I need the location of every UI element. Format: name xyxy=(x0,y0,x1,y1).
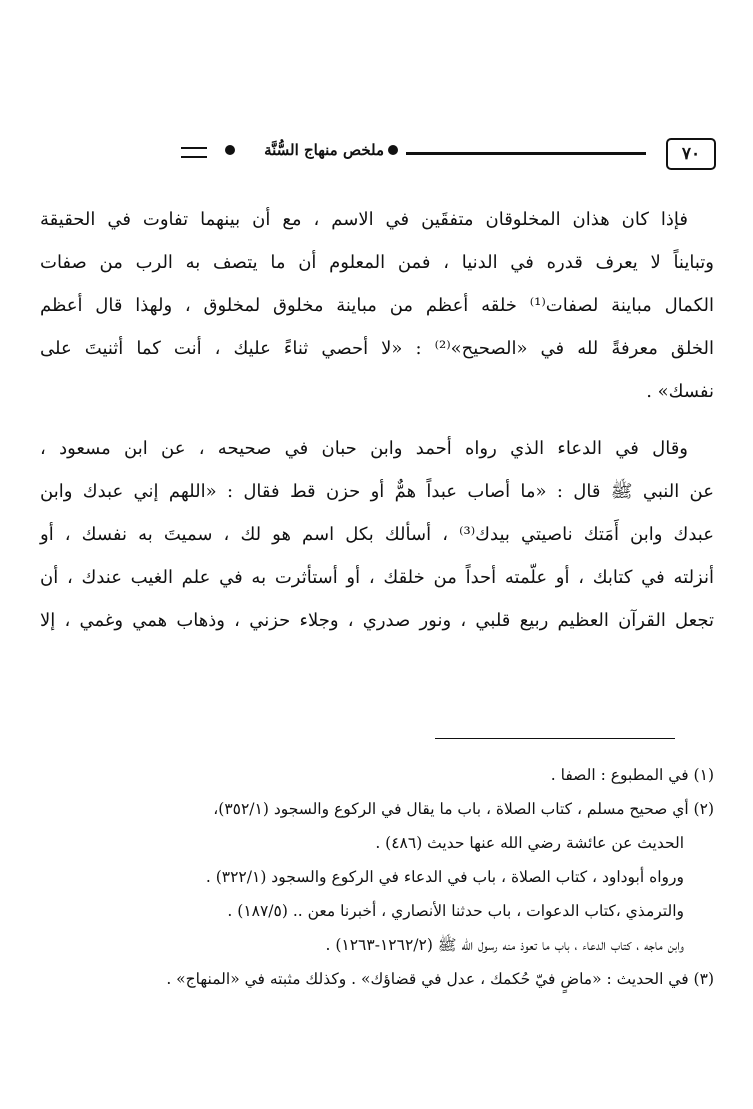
paragraph-2 xyxy=(40,427,714,642)
text-line: الكمال مباينة لصفات⁽¹⁾ خلقه أعظم من مباينة مخلوق لمخلوق ، ولهذا قال أعظم xyxy=(40,295,714,316)
header-double-rule xyxy=(181,147,207,158)
header-rule xyxy=(406,152,646,155)
footnote-2-continuation: والترمذي ،كتاب الدعوات ، باب حدثنا الأنصاري ، أخبرنا معن .. (١٨٧/٥) . xyxy=(227,902,684,920)
page-header xyxy=(36,136,716,172)
text-line: فإذا كان هذان المخلوقان متفقَين في الاسم ، مع أن بينهما تفاوت في الحقيقة xyxy=(40,209,688,230)
text-line: وقال في الدعاء الذي رواه أحمد وابن حبان في صحيحه ، عن ابن مسعود ، xyxy=(40,438,688,459)
main-text xyxy=(40,198,714,642)
footnote-2-continuation: الحديث عن عائشة رضي الله عنها حديث (٤٨٦) . xyxy=(375,834,684,852)
text-line: تجعل القرآن العظيم ربيع قلبي ، ونور صدري ، وجلاء حزني ، وذهاب همي وغمي ، إلا xyxy=(40,610,714,631)
book-title: ملخص منهاج السُّنَّة xyxy=(264,141,384,159)
footnote-2-continuation: وابن ماجه ، كتاب الدعاء ، باب ما تعوذ منه رسول الله ﷺ (١٢٦٢/٢-١٢٦٣) . xyxy=(325,936,684,954)
footnote-1: (١) في المطبوع : الصفا . xyxy=(550,766,714,784)
header-bullet xyxy=(388,145,398,155)
footnote-2: (٢) أي صحيح مسلم ، كتاب الصلاة ، باب ما يقال في الركوع والسجود (٣٥٢/١)، xyxy=(213,800,714,818)
footnotes xyxy=(40,758,714,996)
text-line: الخلق معرفةً لله في «الصحيح»⁽²⁾ : «لا أحصي ثناءً عليك ، أنت كما أثنيتَ على xyxy=(40,338,714,359)
header-bullet xyxy=(225,145,235,155)
text-line: وتبايناً لا يعرف قدره في الدنيا ، فمن المعلوم أن ما يتصف به الرب من صفات xyxy=(40,252,714,273)
footnote-3: (٣) في الحديث : «ماضٍ فيّ حُكمك ، عدل في قضاؤك» . وكذلك مثبته في «المنهاج» . xyxy=(166,970,714,988)
footnote-2-continuation: ورواه أبوداود ، كتاب الصلاة ، باب في الدعاء في الركوع والسجود (٣٢٢/١) . xyxy=(205,868,684,886)
paragraph-1 xyxy=(40,198,714,413)
page-number: ٧٠ xyxy=(666,138,716,170)
text-line: أنزلته في كتابك ، أو علّمته أحداً من خلقك ، أو أستأثرت به في علم الغيب عندك ، أن xyxy=(40,567,714,588)
text-line: عبدك وابن أَمَتك ناصيتي بيدك⁽³⁾ ، أسألك بكل اسم هو لك ، سميتَ به نفسك ، أو xyxy=(40,524,714,545)
text-line: عن النبي ﷺ قال : «ما أصاب عبداً همٌّ أو حزن قط فقال : «اللهم إني عبدك وابن xyxy=(40,481,714,502)
footnote-separator xyxy=(435,738,675,739)
text-line: نفسك» . xyxy=(646,381,714,402)
